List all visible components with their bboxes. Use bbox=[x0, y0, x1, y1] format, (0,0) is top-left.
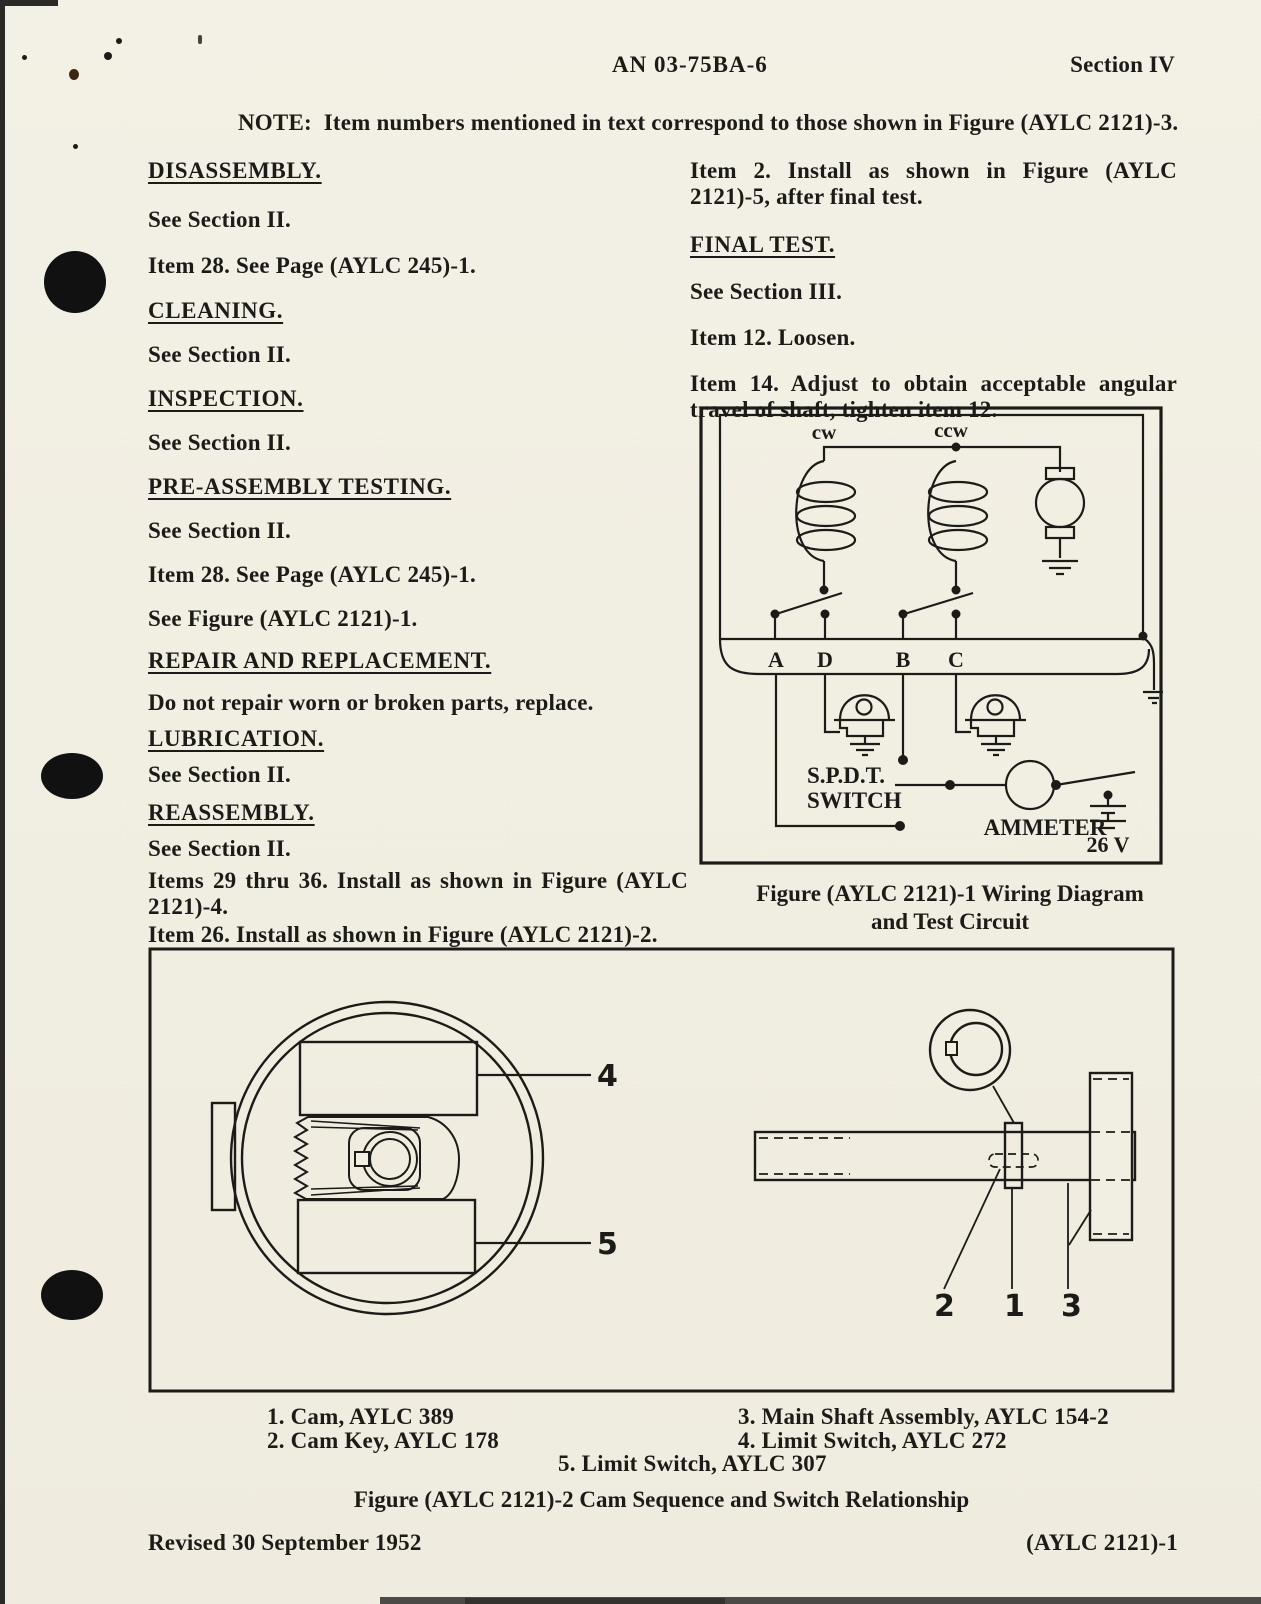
footer-page-number: (AYLC 2121)-1 bbox=[1026, 1530, 1178, 1555]
section-label: Section IV bbox=[1070, 52, 1175, 77]
limit-switch-lower bbox=[298, 1200, 475, 1273]
cam-ring-detail bbox=[930, 1010, 1010, 1090]
callout-3: 3 bbox=[1061, 1289, 1082, 1324]
callout-1: 1 bbox=[1004, 1289, 1025, 1324]
motor-symbol bbox=[1036, 468, 1084, 574]
scan-speck bbox=[104, 52, 112, 60]
scan-speck bbox=[116, 38, 122, 44]
callout-leader-2 bbox=[944, 1169, 1000, 1289]
gear-disc bbox=[1090, 1073, 1132, 1240]
voltage-label: 26 V bbox=[1086, 832, 1130, 857]
terminal-b: B bbox=[895, 647, 911, 672]
paragraph: Item 28. See Page (AYLC 245)-1. bbox=[148, 562, 476, 587]
cam-key-hidden bbox=[989, 1154, 1038, 1167]
callout-5: 5 bbox=[597, 1227, 618, 1262]
cw-limit-switch bbox=[771, 586, 843, 640]
section-heading: REPAIR AND REPLACEMENT. bbox=[148, 648, 492, 673]
ccw-label: ccw bbox=[934, 418, 968, 442]
paragraph: Item 28. See Page (AYLC 245)-1. bbox=[148, 253, 476, 278]
paragraph: See Section II. bbox=[148, 518, 291, 543]
cam-sequence-figure bbox=[148, 947, 1175, 1393]
doc-number: AN 03-75BA-6 bbox=[612, 52, 768, 77]
terminal-a: A bbox=[768, 647, 784, 672]
ccw-coil bbox=[928, 461, 987, 588]
scan-speck bbox=[198, 35, 202, 44]
paragraph: See Section III. bbox=[690, 279, 843, 304]
punch-hole bbox=[41, 1270, 103, 1320]
terminal-d: D bbox=[817, 647, 833, 672]
punch-hole bbox=[44, 251, 106, 313]
ammeter-label: AMMETER bbox=[983, 815, 1107, 840]
scan-speck bbox=[69, 69, 79, 80]
section-heading: DISASSEMBLY. bbox=[148, 158, 322, 183]
paragraph: See Section II. bbox=[148, 207, 291, 232]
terminal-bus bbox=[720, 639, 1149, 674]
callout-leader-3 bbox=[1068, 1183, 1091, 1289]
section-heading: REASSEMBLY. bbox=[148, 800, 315, 825]
scan-edge-strip-left bbox=[0, 6, 5, 1604]
wiring-figure-caption bbox=[715, 880, 1185, 936]
paragraph: See Section II. bbox=[148, 836, 291, 861]
spdt-switch-arm bbox=[1056, 772, 1135, 785]
limit-switch-upper bbox=[300, 1042, 477, 1115]
scan-speck bbox=[22, 55, 27, 60]
legend-item: 5. Limit Switch, AYLC 307 bbox=[558, 1451, 827, 1476]
legend-item: 3. Main Shaft Assembly, AYLC 154-2 bbox=[738, 1404, 1109, 1429]
paragraph: See Figure (AYLC 2121)-1. bbox=[148, 606, 418, 631]
wiring-figure-caption-line1: Figure (AYLC 2121)-1 Wiring Diagram bbox=[756, 881, 1144, 906]
note-line: NOTE: Item numbers mentioned in text correspond to those shown in Figure (AYLC 2121)-3. bbox=[238, 110, 1179, 135]
ground-wire-right bbox=[1145, 639, 1154, 690]
spdt-switch-label-1: S.P.D.T. bbox=[807, 763, 885, 788]
callout-2: 2 bbox=[934, 1289, 955, 1324]
main-shaft bbox=[755, 1132, 1135, 1180]
paragraph: Do not repair worn or broken parts, replace. bbox=[148, 690, 594, 715]
detail-leader bbox=[993, 1086, 1014, 1123]
paragraph: Items 29 thru 36. Install as shown in Figure (AYLC 2121)-4. bbox=[148, 868, 688, 919]
indicator-lamp-d bbox=[834, 695, 895, 755]
punch-hole bbox=[41, 753, 103, 799]
section-heading: PRE-ASSEMBLY TESTING. bbox=[148, 474, 452, 499]
wire-terminal-d bbox=[825, 674, 840, 732]
scan-speck bbox=[73, 144, 78, 149]
paragraph: Item 2. Install as shown in Figure (AYLC 2121)-5, after final test. bbox=[690, 158, 1177, 209]
section-heading: FINAL TEST. bbox=[690, 232, 836, 257]
scan-bar-bottom-dark bbox=[465, 1598, 725, 1604]
paragraph: Item 14. Adjust to obtain acceptable angular travel of shaft, tighten item 12. bbox=[690, 371, 1177, 422]
spdt-switch-label-2: SWITCH bbox=[807, 788, 902, 813]
legend-item: 4. Limit Switch, AYLC 272 bbox=[738, 1428, 1007, 1453]
ccw-limit-switch bbox=[899, 586, 974, 640]
shaft-key bbox=[355, 1152, 369, 1166]
footer-revision-date: Revised 30 September 1952 bbox=[148, 1530, 422, 1555]
paragraph: Item 12. Loosen. bbox=[690, 325, 856, 350]
shaft-side-view bbox=[755, 1010, 1135, 1240]
wire-terminal-c bbox=[956, 674, 971, 732]
paragraph: See Section II. bbox=[148, 762, 291, 787]
ammeter-symbol bbox=[1006, 761, 1054, 809]
legend-item: 1. Cam, AYLC 389 bbox=[267, 1404, 455, 1429]
paragraph: Item 26. Install as shown in Figure (AYLC 2121)-2. bbox=[148, 922, 658, 947]
figure-frame bbox=[701, 408, 1161, 863]
cam-end-view bbox=[212, 1002, 543, 1314]
keyway-notch bbox=[946, 1042, 957, 1055]
terminal-c: C bbox=[948, 647, 964, 672]
legend-item: 2. Cam Key, AYLC 178 bbox=[267, 1428, 499, 1453]
paragraph: See Section II. bbox=[148, 430, 291, 455]
wiring-diagram-figure bbox=[699, 406, 1163, 865]
callout-4: 4 bbox=[597, 1059, 618, 1094]
scan-edge-strip-top bbox=[0, 0, 58, 6]
section-heading: CLEANING. bbox=[148, 298, 284, 323]
wiring-figure-caption-line2: and Test Circuit bbox=[870, 909, 1030, 934]
paragraph: See Section II. bbox=[148, 342, 291, 367]
section-heading: INSPECTION. bbox=[148, 386, 304, 411]
cw-label: cw bbox=[811, 420, 837, 444]
indicator-lamp-c bbox=[965, 695, 1026, 755]
cam-figure-caption: Figure (AYLC 2121)-2 Cam Sequence and Switch Relationship bbox=[353, 1487, 970, 1512]
cw-coil bbox=[796, 461, 855, 588]
section-heading: LUBRICATION. bbox=[148, 726, 325, 751]
